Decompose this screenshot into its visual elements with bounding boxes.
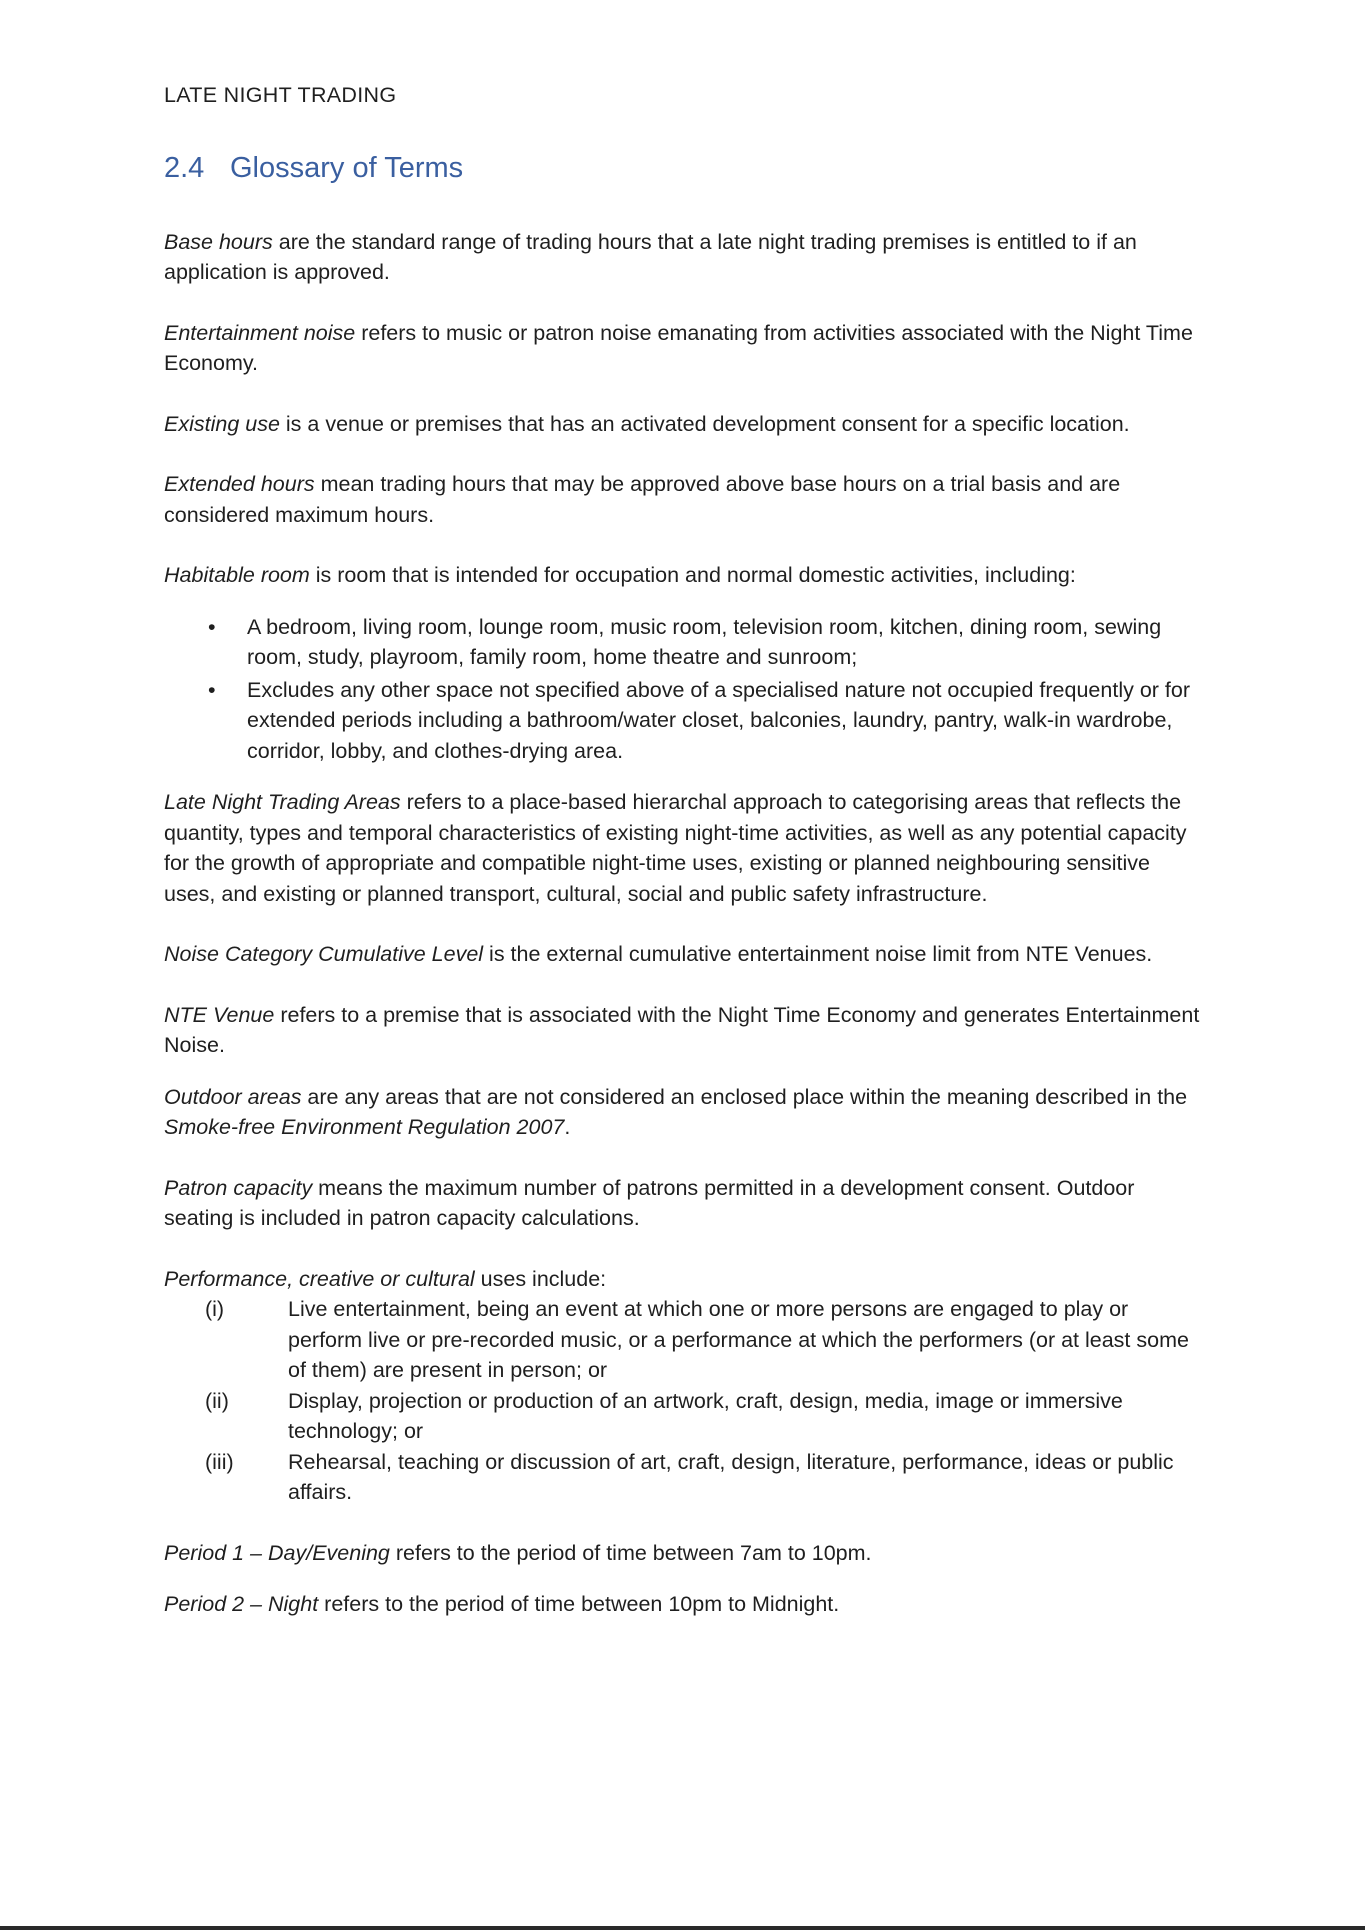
- definition-patron-capacity: [164, 1173, 1204, 1234]
- definition-noise-category: [164, 939, 1204, 970]
- list-item-number: (iii): [205, 1449, 234, 1474]
- list-item-text: Display, projection or production of an artwork, craft, design, media, image or immersive technology; or: [288, 1388, 1123, 1443]
- term-label: Outdoor areas: [164, 1084, 302, 1109]
- definition-text: are any areas that are not considered an enclosed place within the meaning described in the: [301, 1084, 1188, 1109]
- bullet-icon: •: [208, 677, 216, 702]
- term-label: NTE Venue: [164, 1002, 275, 1027]
- page-content: [164, 80, 1204, 1650]
- section-heading: [164, 151, 1204, 185]
- term-label: Habitable room: [164, 563, 310, 587]
- list-item: [164, 1386, 1204, 1447]
- section-title: Glossary of Terms: [230, 151, 464, 184]
- definition-late-night-trading-areas: [164, 787, 1204, 909]
- term-label: Period 2 – Night: [164, 1592, 319, 1616]
- definition-text: are the standard range of trading hours that a late night trading premises is entitled to if an application is approved.: [164, 229, 1137, 284]
- definition-nte-venue: [164, 1000, 1204, 1061]
- list-item-number: (i): [205, 1297, 225, 1321]
- list-item: [164, 1447, 1204, 1508]
- list-item-text: Excludes any other space not specified above of a specialised nature not occupied frequently or for extended periods including a bathroom/water closet, balconies, laundry, pantry, walk-in wardrobe, corridor, lobby, and clothes-drying area.: [247, 677, 1190, 763]
- definition-habitable-room: [164, 560, 1204, 591]
- section-number: 2.4: [164, 151, 205, 184]
- definition-text: means the maximum number of patrons permitted in a development consent. Outdoor seating is included in patron capacity calculations.: [164, 1175, 1135, 1230]
- bullet-icon: •: [208, 614, 216, 639]
- definition-text: mean trading hours that may be approved above base hours on a trial basis and are considered maximum hours.: [164, 472, 1121, 527]
- term-label: Extended hours: [164, 472, 315, 496]
- definition-text: refers to a premise that is associated with the Night Time Economy and generates Entertainment Noise.: [164, 1002, 1200, 1057]
- term-label: Patron capacity: [164, 1175, 313, 1200]
- definition-period-2: [164, 1589, 1204, 1620]
- running-header: LATE NIGHT TRADING: [164, 83, 397, 107]
- definition-text: refers to a place-based hierarchal approach to categorising areas that reflects the quantity, types and temporal characteristics of existing night-time activities, as well as any potential capacity for the growth of appropriate and compatible night-time uses, existing or planned neighbouring sensitive uses, and existing or planned transport, cultural, social and public safety infrastructure.: [164, 790, 1187, 906]
- list-item: [164, 1294, 1204, 1386]
- list-item-text: A bedroom, living room, lounge room, music room, television room, kitchen, dining room, sewing room, study, playroom, family room, home theatre and sunroom;: [247, 614, 1162, 669]
- term-label: Performance, creative or cultural: [164, 1266, 475, 1291]
- definition-text: refers to the period of time between 7am to 10pm.: [389, 1540, 872, 1565]
- definition-end: .: [564, 1115, 571, 1139]
- term-label: Period 1 – Day/Evening: [164, 1540, 390, 1565]
- page-bottom-divider: [0, 1926, 1365, 1930]
- definition-text: refers to music or patron noise emanating from activities associated with the Night Time Economy.: [164, 320, 1193, 375]
- definition-entertainment-noise: [164, 318, 1204, 379]
- definition-text: is a venue or premises that has an activated development consent for a specific location.: [279, 411, 1130, 436]
- list-item: [164, 612, 1204, 673]
- habitable-room-bullet-list: [164, 612, 1204, 767]
- list-item-text: Rehearsal, teaching or discussion of art, craft, design, literature, performance, ideas or public affairs.: [288, 1449, 1174, 1504]
- definition-period-1: [164, 1538, 1204, 1569]
- definition-extended-hours: [164, 469, 1204, 530]
- definition-base-hours: [164, 227, 1204, 288]
- term-label: Existing use: [164, 411, 280, 436]
- definition-text: uses include:: [474, 1266, 607, 1291]
- term-label: Entertainment noise: [164, 320, 356, 345]
- definition-performance-uses: [164, 1264, 1204, 1295]
- list-item-text: Live entertainment, being an event at which one or more persons are engaged to play or perform live or pre-recorded music, or a performance at which the performers (or at least some of them) are present in person; or: [288, 1297, 1189, 1382]
- regulation-title: Smoke-free Environment Regulation 2007: [164, 1115, 565, 1139]
- term-label: Base hours: [164, 229, 273, 254]
- term-label: Noise Category Cumulative Level: [164, 942, 484, 966]
- term-label: Late Night Trading Areas: [164, 790, 401, 814]
- definition-outdoor-areas: [164, 1082, 1204, 1143]
- definition-text: is the external cumulative entertainment noise limit from NTE Venues.: [483, 942, 1153, 966]
- performance-uses-list: [164, 1294, 1204, 1508]
- definition-text: refers to the period of time between 10pm to Midnight.: [318, 1592, 840, 1616]
- list-item-number: (ii): [205, 1388, 229, 1413]
- definition-text: is room that is intended for occupation and normal domestic activities, including:: [309, 563, 1076, 587]
- definition-existing-use: [164, 409, 1204, 440]
- list-item: [164, 675, 1204, 767]
